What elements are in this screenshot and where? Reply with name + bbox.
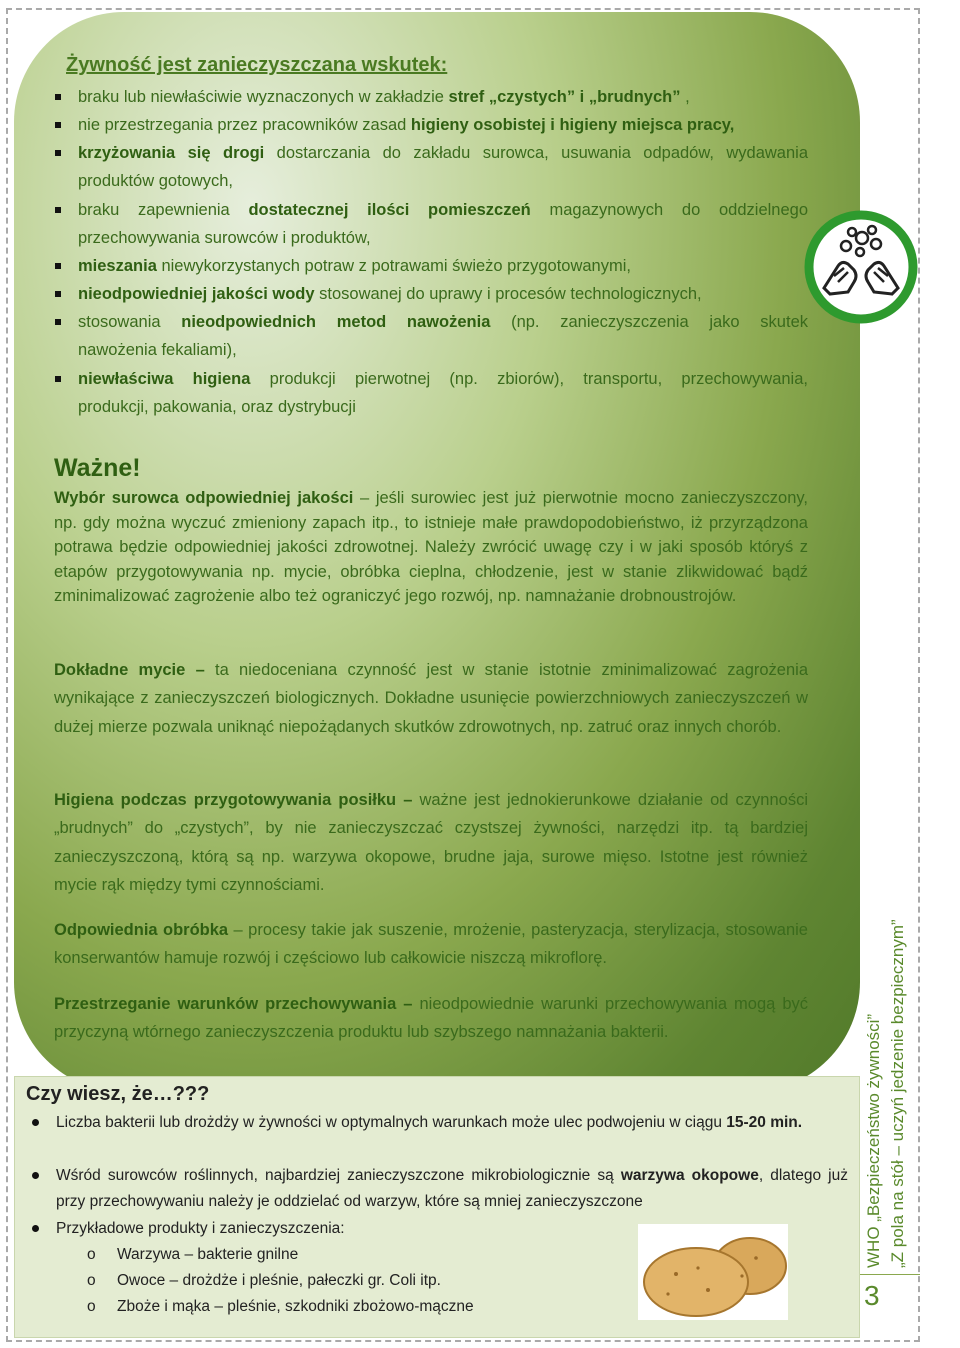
side-title-who: WHO „Bezpieczeństwo żywności”: [864, 1013, 883, 1268]
paragraph: Odpowiednia obróbka – procesy takie jak suszenie, mrożenie, pasteryzacja, sterylizacja, stosowanie konserwantów hamuje rozwój i częściowo lub całkowicie niszczą mikroflorę.: [54, 921, 808, 968]
sub-list-item: o Warzywa – bakterie gnilne: [117, 1242, 298, 1268]
list-item: nie przestrzegania przez pracowników zasad higieny osobistej i higieny miejsca pracy,: [78, 111, 808, 139]
sub-list-item: o Owoce – drożdże i pleśnie, pałeczki gr. Coli itp.: [117, 1268, 441, 1294]
list-item: krzyżowania się drogi dostarczania do zakładu surowca, usuwania odpadów, wydawania produktów gotowych,: [78, 139, 808, 195]
list-item: Przykładowe produkty i zanieczyszczenia:: [56, 1216, 848, 1242]
hand-washing-icon: [804, 210, 918, 324]
paragraph: Higiena podczas przygotowywania posiłku – ważne jest jednokierunkowe działanie od czynności „brudnych” do „czystych”, by nie zanieczyszczać czystszej żywności, narzędzi itp. tą bardziej zanieczyszczoną, którą są np. warzywa okopowe, brudne jaja, surowe mięso. Istotne jest również mycie rąk między tymi czynnościami.: [54, 791, 808, 894]
list-item: stosowania nieodpowiednich metod nawożenia (np. zanieczyszczenia jako skutek nawożenia fekaliami),: [78, 308, 808, 364]
paragraph: Przestrzeganie warunków przechowywania – nieodpowiednie warunki przechowywania mogą być przyczyną wtórnego zanieczyszczenia produktu lub szybszego namnażania bakterii.: [54, 995, 808, 1042]
page-number: 3: [864, 1280, 880, 1311]
side-title-slogan: „Z pola na stół – uczyń jedzenie bezpiecznym”: [888, 919, 907, 1268]
sub-list-item: o Zboże i mąka – pleśnie, szkodniki zbożowo-mączne: [117, 1294, 474, 1320]
list-item: mieszania niewykorzystanych potraw z potrawami świeżo przygotowanymi,: [78, 252, 808, 280]
side-divider: [860, 1274, 920, 1275]
list-item: niewłaściwa higiena produkcji pierwotnej (np. zbiorów), transportu, przechowywania, produkcji, pakowania, oraz dystrybucji: [78, 365, 808, 421]
section-heading: Żywność jest zanieczyszczana wskutek:: [66, 54, 448, 76]
potato-image: [638, 1224, 788, 1320]
important-title: Ważne!: [54, 454, 141, 482]
paragraph: Wybór surowca odpowiedniej jakości – jeśli surowiec jest już pierwotnie mocno zanieczyszczony, np. gdy można wyczuć zmieniony zapach itp., to istnieje małe prawdopodobieństwo, iż przyrządzona potrawa będzie odpowiedniej jakości zdrowotnej. Należy zwrócić uwagę czy i w jaki sposób któryś z etapów przygotowywania np. mycie, obróbka cieplna, chłodzenie, jest w stanie zlikwidować bądź zminimalizować zagrożenie albo też ograniczyć jego rozwój, np. namnażanie drobnoustrojów.: [54, 489, 808, 606]
did-you-know-title: Czy wiesz, że…???: [26, 1083, 210, 1105]
list-item: Wśród surowców roślinnych, najbardziej zanieczyszczone mikrobiologicznie są warzywa okopowe, dlatego już przy przechowywaniu należy je oddzielać od warzyw, które są mniej zanieczyszczone: [56, 1163, 848, 1215]
list-item: Liczba bakterii lub drożdży w żywności w optymalnych warunkach może ulec podwojeniu w ciągu 15-20 min.: [56, 1110, 848, 1136]
list-item: braku lub niewłaściwie wyznaczonych w zakładzie stref „czystych” i „brudnych” ,: [78, 83, 808, 111]
list-item: braku zapewnienia dostatecznej ilości pomieszczeń magazynowych do oddzielnego przechowywania surowców i produktów,: [78, 196, 808, 252]
paragraph: Dokładne mycie – ta niedoceniana czynność jest w stanie istotnie zminimalizować zagrożenia wynikające z zanieczyszczeń biologicznych. Dokładne usunięcie powierzchniowych zanieczyszczeń w dużej mierze pozwala uniknąć niepożądanych skutków zdrowotnych, np. zatruć oraz innych chorób.: [54, 661, 808, 736]
list-item: nieodpowiedniej jakości wody stosowanej do uprawy i procesów technologicznych,: [78, 280, 808, 308]
